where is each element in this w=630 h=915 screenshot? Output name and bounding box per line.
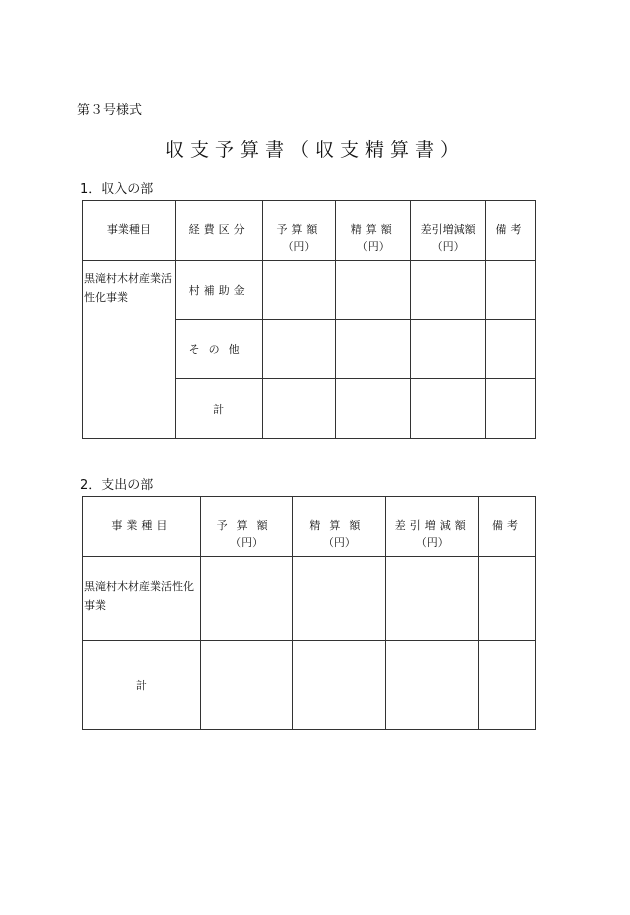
income-cell[interactable] bbox=[411, 261, 486, 320]
income-cell[interactable] bbox=[262, 261, 336, 320]
income-cell[interactable] bbox=[336, 261, 411, 320]
income-cell[interactable] bbox=[262, 379, 336, 439]
income-header-row bbox=[83, 201, 536, 261]
form-number: 第３号様式 bbox=[77, 103, 143, 118]
expense-header-budget: 予算額 （円） bbox=[200, 497, 293, 557]
income-cell[interactable] bbox=[336, 379, 411, 439]
income-cell[interactable] bbox=[486, 261, 536, 320]
income-table bbox=[82, 200, 536, 439]
income-row-label: 村補助金 bbox=[175, 261, 262, 320]
expense-cell[interactable] bbox=[386, 641, 479, 730]
expense-row-project bbox=[83, 557, 536, 641]
income-header-budget: 予算額 （円） bbox=[262, 201, 336, 261]
income-header-notes: 備考 bbox=[486, 201, 536, 261]
income-header-settled: 精算額 （円） bbox=[336, 201, 411, 261]
expense-cell[interactable] bbox=[200, 557, 293, 641]
income-section-heading: 1．収入の部 bbox=[80, 182, 154, 197]
income-row-label: その他 bbox=[175, 320, 262, 379]
income-header-difference: 差引増減額 （円） bbox=[411, 201, 486, 261]
income-row-subsidy bbox=[83, 261, 536, 320]
income-header-category: 経費区分 bbox=[175, 201, 262, 261]
expense-header-difference: 差引増減額 （円） bbox=[386, 497, 479, 557]
expense-cell[interactable] bbox=[479, 641, 536, 730]
expense-header-settled: 精算額 （円） bbox=[293, 497, 386, 557]
expense-header-row bbox=[83, 497, 536, 557]
expense-row-total bbox=[83, 641, 536, 730]
income-cell[interactable] bbox=[486, 379, 536, 439]
income-cell[interactable] bbox=[411, 379, 486, 439]
income-cell[interactable] bbox=[336, 320, 411, 379]
expense-cell[interactable] bbox=[293, 557, 386, 641]
income-cell[interactable] bbox=[262, 320, 336, 379]
income-cell[interactable] bbox=[486, 320, 536, 379]
income-row-label: 計 bbox=[175, 379, 262, 439]
income-header-project-type: 事業種目 bbox=[83, 201, 176, 261]
expense-section-heading: 2．支出の部 bbox=[80, 478, 154, 493]
expense-cell[interactable] bbox=[386, 557, 479, 641]
expense-project-name: 黒滝村木材産業活性化事業 bbox=[83, 557, 201, 641]
expense-header-notes: 備考 bbox=[479, 497, 536, 557]
expense-header-project-type: 事業種目 bbox=[83, 497, 201, 557]
expense-total-label: 計 bbox=[83, 641, 201, 730]
expense-table bbox=[82, 496, 536, 730]
document-title: 収支予算書（収支精算書） bbox=[164, 139, 465, 161]
expense-cell[interactable] bbox=[200, 641, 293, 730]
expense-cell[interactable] bbox=[479, 557, 536, 641]
income-project-name: 黒滝村木材産業活性化事業 bbox=[83, 261, 176, 439]
expense-cell[interactable] bbox=[293, 641, 386, 730]
income-cell[interactable] bbox=[411, 320, 486, 379]
